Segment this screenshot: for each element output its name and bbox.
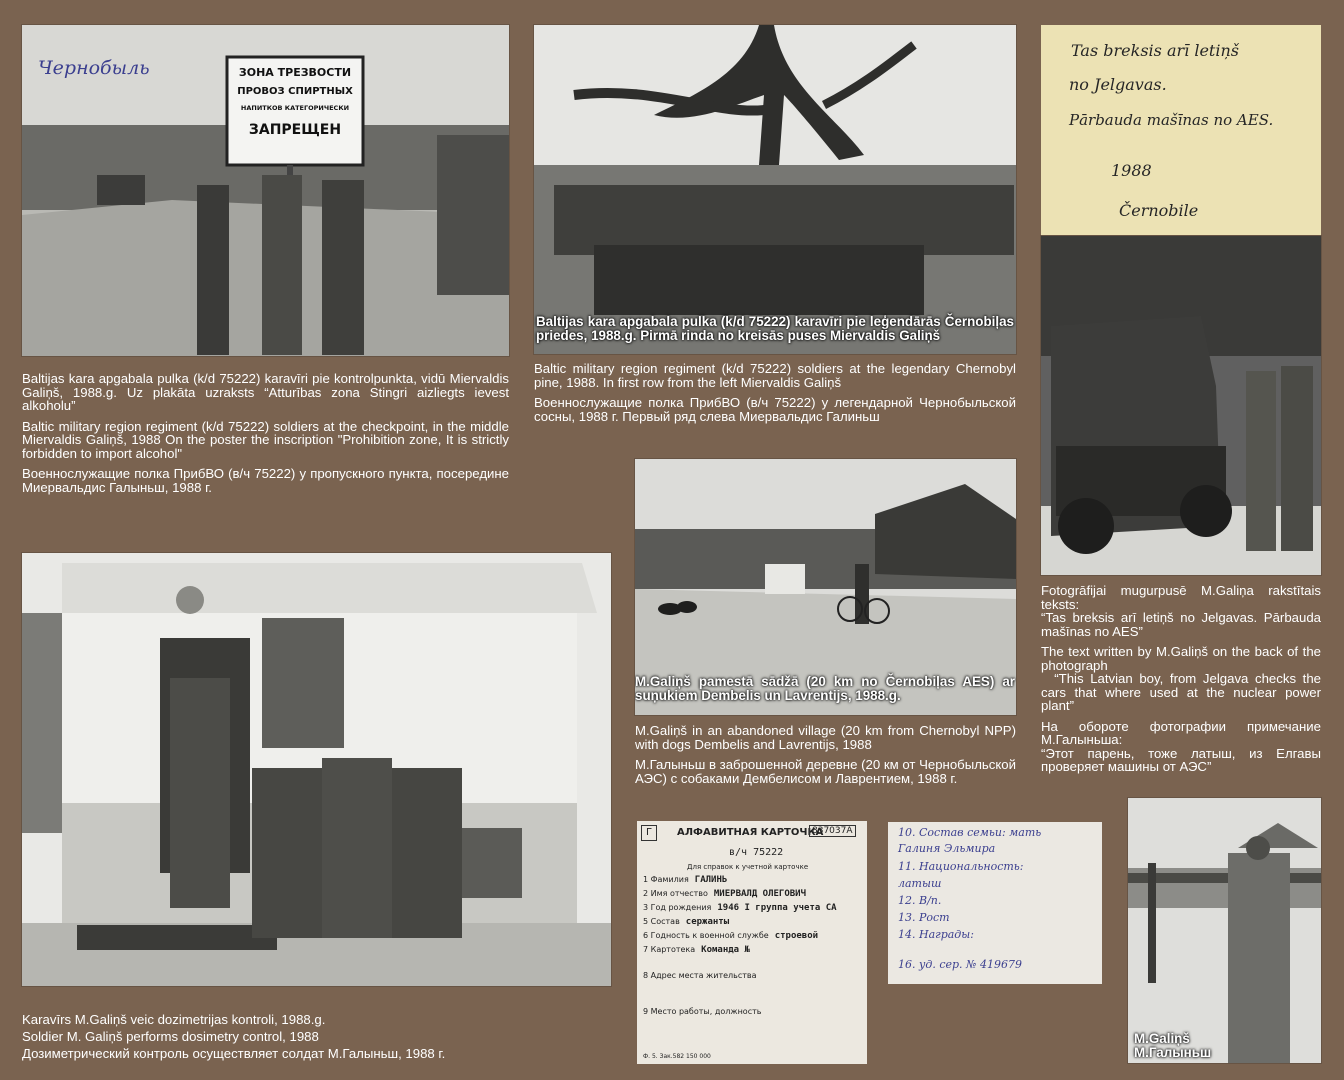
portrait-name-ru: М.Галыньш bbox=[1134, 1044, 1212, 1060]
caption-note bbox=[1041, 583, 1325, 781]
sign-line-3: НАПИТКОВ КАТЕГОРИЧЕСКИ bbox=[240, 104, 350, 112]
caption-pine-en: Baltic military region regiment (k/d 75222) soldiers at the legendary Chernobyl pine, 1988. In first row from the left Miervaldis Galiņš bbox=[534, 361, 1016, 390]
caption-checkpoint-en: Baltic military region regiment (k/d 75222) soldiers at the checkpoint, in the middle Miervaldis Galiņš, 1988 On the poster the inscription "Prohibition zone, It is strictly forbidden to import alcohol" bbox=[22, 418, 509, 461]
caption-dosimetry-en: Soldier M. Galiņš performs dosimetry control, 1988 bbox=[22, 1029, 319, 1044]
card-row bbox=[643, 971, 861, 981]
caption-village-en: M.Galiņš in an abandoned village (20 km from Chernobyl NPP) with dogs Dembelis and Lavrentijs, 1988 bbox=[635, 723, 1016, 752]
village-photo bbox=[635, 459, 1016, 715]
dosimetry-photo bbox=[22, 553, 611, 986]
card-reverse-line: Галиня Эльмира bbox=[898, 842, 996, 855]
handwriting-chernobyl: Чернобыль bbox=[38, 57, 150, 79]
note-line-5: Černobile bbox=[1119, 201, 1199, 220]
portrait-overlay-caption bbox=[1134, 1032, 1211, 1059]
card-reverse-line: 12. В/п. bbox=[898, 894, 942, 907]
card-row-value: ГАЛИНЬ bbox=[694, 875, 728, 885]
caption-note-ru-intro: На обороте фотографии примечание М.Галыньша: bbox=[1041, 718, 1321, 747]
card-row bbox=[643, 903, 861, 913]
card-reverse-line: латыш bbox=[898, 877, 942, 890]
note-line-4: 1988 bbox=[1111, 161, 1152, 180]
caption-note-en-quote: “This Latvian boy, from Jelgava checks the cars that where used at the nuclear power plant” bbox=[1041, 671, 1325, 713]
card-row-label: 7 Картотека bbox=[643, 945, 696, 954]
sign-line-2: ПРОВОЗ СПИРТНЫХ bbox=[237, 86, 353, 97]
portrait-photo bbox=[1128, 798, 1321, 1063]
card-reverse-line: 16. уд. сер. № 419679 bbox=[898, 958, 1022, 971]
handwritten-note bbox=[1041, 25, 1321, 235]
caption-note-lv-intro: Fotogrāfijai mugurpusē M.Galiņa rakstītais teksts: bbox=[1041, 583, 1321, 612]
card-subtitle: Для справок к учетной карточке bbox=[687, 863, 809, 871]
card-row bbox=[643, 917, 861, 927]
card-number: 837037А bbox=[809, 825, 856, 837]
card-row-value: Команда № bbox=[701, 945, 750, 955]
caption-pine bbox=[534, 362, 1016, 430]
checkpoint-photo bbox=[22, 25, 509, 356]
card-row-value: 1946 I группа учета СА bbox=[717, 903, 837, 913]
village-photo-overlay-caption: M.Galiņš pamestā sādžā (20 km no Černobiļas AES) ar suņukiem Dembelis un Lavrentijs, 1988.g. bbox=[635, 674, 1015, 703]
caption-note-lv bbox=[1041, 584, 1321, 638]
caption-village-ru: М.Галыньш в заброшенной деревне (20 км от Чернобыльской АЭС) с собаками Дембелисом и Лаврентием, 1988 г. bbox=[635, 757, 1016, 786]
portrait-name-lv: M.Galiņš bbox=[1134, 1031, 1190, 1046]
card-row-label: 9 Место работы, должность bbox=[643, 1007, 762, 1016]
card-unit: в/ч 75222 bbox=[729, 847, 784, 858]
sign-line-4: ЗАПРЕЩЕН bbox=[248, 122, 342, 138]
jeep-photo bbox=[1041, 236, 1321, 575]
card-row-label: 1 Фамилия bbox=[643, 875, 689, 884]
card-row-label: 5 Состав bbox=[643, 917, 680, 926]
caption-note-en-intro: The text written by M.Galiņš on the back of the photograph bbox=[1041, 644, 1321, 673]
caption-village bbox=[635, 724, 1016, 792]
card-row bbox=[643, 889, 861, 899]
pine-photo bbox=[534, 25, 1016, 354]
card-row-value: строевой bbox=[774, 931, 819, 941]
card-row bbox=[643, 945, 861, 955]
card-reverse-line: 14. Награды: bbox=[898, 928, 974, 941]
card-row bbox=[643, 1007, 861, 1017]
card-reverse bbox=[888, 822, 1102, 984]
card-row-label: 8 Адрес места жительства bbox=[643, 971, 757, 980]
caption-pine-ru: Военнослужащие полка ПрибВО (в/ч 75222) у легендарной Чернобыльской сосны, 1988 г. Первый ряд слева Миервальдис Галиньш bbox=[534, 395, 1016, 424]
card-row bbox=[643, 931, 861, 941]
caption-dosimetry bbox=[22, 1011, 611, 1062]
caption-note-lv-quote: “Tas breksis arī letiņš no Jelgavas. Pārbauda mašīnas no AES” bbox=[1041, 610, 1321, 639]
card-reverse-line: 10. Состав семьи: мать bbox=[898, 826, 1042, 839]
caption-checkpoint bbox=[22, 372, 509, 501]
alphabet-card bbox=[637, 821, 867, 1064]
card-row-value: МИЕРВАЛД ОЛЕГОВИЧ bbox=[713, 889, 807, 899]
pine-photo-overlay-caption: Baltijas kara apgabala pulka (k/d 75222) karavīri pie leģendārās Černobiļas priedes, 1988.g. Pirmā rinda no kreisās puses Miervaldis Galiņš bbox=[536, 314, 1014, 343]
card-reverse-line: 11. Национальность: bbox=[898, 860, 1024, 873]
card-row-label: 6 Годность к военной службе bbox=[643, 931, 769, 940]
caption-note-ru bbox=[1041, 720, 1321, 774]
caption-dosimetry-lv: Karavīrs M.Galiņš veic dozimetrijas kontroli, 1988.g. bbox=[22, 1012, 326, 1027]
caption-note-en bbox=[1041, 644, 1325, 713]
card-row-value: сержанты bbox=[685, 917, 730, 927]
prohibition-sign bbox=[230, 63, 360, 145]
caption-note-ru-quote: “Этот парень, тоже латыш, из Елгавы проверяет машины от АЭС” bbox=[1041, 745, 1321, 774]
card-row-label: 2 Имя отчество bbox=[643, 889, 708, 898]
card-row bbox=[643, 875, 861, 885]
card-title: АЛФАВИТНАЯ КАРТОЧКА bbox=[677, 827, 824, 838]
note-line-3: Pārbauda mašīnas no AES. bbox=[1069, 111, 1274, 129]
card-reverse-line: 13. Рост bbox=[898, 911, 950, 924]
card-footer: Ф. 5. Зак.582 150 000 bbox=[643, 1053, 711, 1060]
note-line-1: Tas breksis arī letiņš bbox=[1071, 41, 1239, 60]
card-letter: Г bbox=[641, 825, 657, 841]
sign-line-1: ЗОНА ТРЕЗВОСТИ bbox=[238, 66, 352, 79]
caption-dosimetry-ru: Дозиметрический контроль осуществляет солдат М.Галыньш, 1988 г. bbox=[22, 1046, 446, 1061]
caption-checkpoint-lv: Baltijas kara apgabala pulka (k/d 75222) karavīri pie kontrolpunkta, vidū Miervaldis Galiņš, 1988.g. Uz plakāta uzraksts “Atturības zona Stingri aizliegts ievest alkoholu” bbox=[22, 371, 509, 413]
caption-checkpoint-ru: Военнослужащие полка ПрибВО (в/ч 75222) у пропускного пункта, посередине Миервальдис Галыньш, 1988 г. bbox=[22, 466, 509, 495]
card-row-label: 3 Год рождения bbox=[643, 903, 712, 912]
note-line-2: no Jelgavas. bbox=[1069, 75, 1167, 94]
